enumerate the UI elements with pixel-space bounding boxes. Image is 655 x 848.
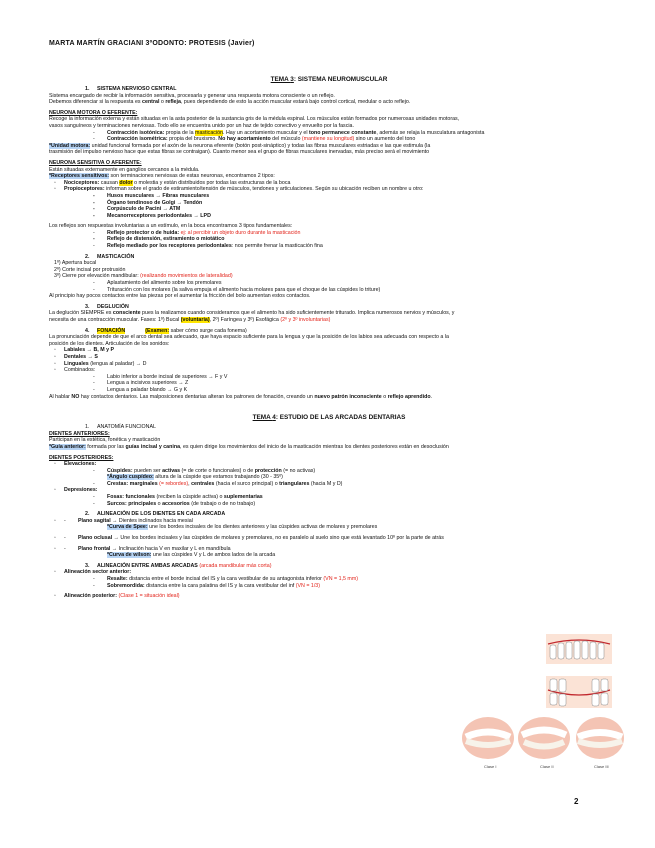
list-item: 2º) Corte incisal por protrusión (54, 266, 126, 273)
frontal-teeth-figure (546, 676, 612, 708)
sagittal-teeth-figure (546, 634, 612, 664)
list-item: - Corpúsculo de Pacini → ATM (93, 206, 181, 213)
occlusion-classes-figure (460, 715, 625, 761)
list-item: - Lengua a paladar blando → G y K (93, 386, 188, 393)
list-item: ◦ Dentales → S (54, 353, 98, 360)
list-item: ◦ Alineación sector anterior: (54, 569, 132, 576)
paragraph: Al principio hay pocos contactos entre las piezas por el aumentar la fricción del bolo aumentan estos contactos. (49, 293, 311, 300)
paragraph: trasmisión del impulso nervioso hace que estas fibras se contraigan). Cuanto menor sea el grupo de fibras musculares inervadas, más preciso será el movimiento (49, 149, 430, 156)
subheading-neurona-sensitiva: NEURONA SENSITIVA O AFERENTE: (49, 159, 142, 166)
paragraph: *Guía anterior: formada por las guías incisal y canina, es quien dirige los movimientos del inicio de la masticación mientras los dientes posteriores están en desoclusión (49, 443, 449, 450)
heading-snc: 1. SISTEMA NERVIOSO CENTRAL (85, 86, 177, 92)
list-item: - Contracción isotónica: propia de la masticación. Hay un acortamiento muscular y el tono permanece constante, además se relaja la musculatura antagonista (93, 129, 485, 136)
list-item: - Aplastamiento del alimento sobre los premolares (93, 280, 222, 287)
heading-fonacion: 4. FONACIÓN (Examen: saber cómo surge cada fonema) (85, 327, 247, 334)
list-item: ◦ Linguales (lengua al paladar) → D (54, 360, 147, 367)
subheading-dientes-anteriores: DIENTES ANTERIORES: (49, 430, 110, 437)
paragraph: Sistema encargado de recibir la información sensitiva, procesarla y generar una respuesta motora consciente o un reflejo. (49, 92, 335, 99)
list-item: - Trituración con los molares (la saliva empuja el alimento hacia molares para que el choque de las cúspides lo triture) (93, 286, 381, 293)
list-item: ◦ - Plano sagital → Dientes inclinados hacia mesial (54, 517, 193, 524)
list-item: - Labio inferior a borde incisal de superiores → F y V (93, 373, 228, 380)
section-title-tema-3: TEMA 3: SISTEMA NEUROMUSCULAR (270, 76, 388, 83)
list-item: ◦ Alineación posterior: (Clase 1 = situación ideal) (54, 593, 180, 600)
paragraph: La pronunciación depende de que el arco dental sea adecuado, que haya espacio suficiente para la lengua y que la posición de los labios sea adecuada con respecto a la (49, 334, 449, 341)
paragraph: necesita de una contracción muscular. Fases: 1º) Bucal (voluntaria), 2º) Faríngea y 3º) Esofágica (2º y 3º involuntarias) (49, 317, 331, 323)
heading-anatomia: 1. ANATOMÍA FUNCIONAL (85, 424, 156, 431)
subheading-dientes-posteriores: DIENTES POSTERIORES: (49, 454, 114, 461)
list-item: - Crestas: marginales (= rebordes), centrales (hacia el surco principal) o triangulares (hacia M y D) (93, 480, 343, 487)
list-item: ◦ - Plano oclusal → Une los bordes incisales y las cúspides de molares y premolares, no es paralelo al suelo sino que está levantado 10º por la parte de atrás (54, 535, 444, 542)
paragraph: Los reflejos son respuestas involuntarias a un estímulo, en la boca encontramos 3 tipos fundamentales: (49, 223, 293, 230)
list-item: 3º) Cierre por elevación mandibular: (realizando movimientos de lateralidad) (54, 273, 233, 280)
page-header: MARTA MARTÍN GRACIANI 3ºODONTO: PROTESIS (Javier) (49, 40, 255, 47)
heading-alineacion-arcada: 2. ALINEACIÓN DE LOS DIENTES EN CADA ARCADA (85, 511, 226, 518)
document-body (49, 76, 609, 600)
paragraph: Participan en la estética, fonética y masticación (49, 437, 161, 444)
list-item: ◦ Labiales → B, M y P (54, 347, 115, 354)
list-item: - Órgano tendinoso de Golgi → Tendón (93, 199, 203, 206)
heading-masticacion: 2. MASTICACIÓN (85, 253, 135, 260)
list-item: - Lengua a incisivos superiores → Z (93, 380, 189, 387)
list-item: - Fosas: funcionales (reciben la cúspide activa) o suplementarias (93, 494, 263, 501)
list-item: - Reflejo protector o de huida: ej: al percibir un objeto duro durante la masticación (93, 229, 301, 236)
list-item: - Reflejo mediado por los receptores periodontales: nos permite frenar la masticación fina (93, 243, 323, 250)
list-item: ◦ Elevaciones: (54, 461, 97, 468)
paragraph: vasos sanguíneos y terminaciones nerviosas. Todo ello se encuentra unido por un haz de tejido conectivo y envuelto por la fascia. (49, 122, 354, 129)
paragraph: Debemos diferenciar si la respuesta es central o refleja, pues dependiendo de esto la acción muscular estará bajo control cortical, medular o acto reflejo. (49, 99, 411, 106)
list-item: - Mecanorreceptores periodontales → LPD (93, 212, 211, 219)
list-item: ◦ Combinados: (54, 367, 96, 374)
list-item: ◦ Propioceptores: informan sobre el grado de estiramiento/tensión de músculos, tendones y articulaciones. Según su ubicación reciben un nombre u otro: (54, 186, 424, 193)
subheading-neurona-motora: NEURONA MOTORA O EFERENTE: (49, 109, 138, 116)
list-item: - Resalte: distancia entre el borde incisal del IS y la cara vestibular de su antagonista inferior (VN = 1,5 mm) (93, 576, 359, 582)
list-item: - Husos musculares → Fibras musculares (93, 192, 210, 199)
list-item: - Reflejo de distensión, estiramiento o miotático (93, 236, 225, 243)
list-item: 1º) Apertura bucal (54, 260, 97, 267)
page-number: 2 (574, 797, 579, 806)
list-item: - Surcos: principales o accesorios (de trabajo o de no trabajo) (93, 500, 256, 507)
list-item: ◦ Nociceptores: causan dolor o molestia y están distribuidos por todas las estructuras de la boca (54, 179, 291, 186)
list-item: ◦ Depresiones: (54, 487, 98, 494)
section-title-tema-4: TEMA 4: ESTUDIO DE LAS ARCADAS DENTARIAS (252, 414, 406, 422)
list-item: ◦ - Plano frontal → Inclinación hacia V en maxilar y L en mandíbula (54, 545, 231, 552)
list-item: - Contracción isométrica: propia del bruxismo. No hay acortamiento del músculo (mantiene su longitud) sino un aumento del tono (93, 136, 416, 143)
paragraph: Al hablar NO hay contactos dentarios. Las malposiciones dentarias alteran los patrones de fonación, creando un nuevo patrón inconsciente o reflejo aprendido. (49, 393, 433, 400)
paragraph: Están situadas externamente en ganglios cercanos a la médula. (49, 166, 200, 173)
paragraph: La deglución SIEMPRE es consciente pues la realizamos cuando consideramos que el alimento ha sido suficientemente triturado. Implica numerosos nervios y músculos, y (49, 310, 455, 317)
paragraph: *Receptores sensitivos: son terminaciones nerviosas de estas neuronas, encontramos 2 tipos: (49, 173, 275, 180)
list-item: - Cúspides: pueden ser activas (= de corte o funcionales) o de protección (= no activas) (93, 467, 316, 474)
figure-caption: Clase II (540, 764, 554, 769)
figure-caption: Clase I (484, 764, 497, 769)
figure-caption: Clase III (594, 764, 609, 769)
list-item: *Curva de Spee: une los bordes incisales de los dientes anteriores y las cúspides activas de molares y premolares (107, 524, 378, 531)
heading-deglucion: 3. DEGLUCIÓN (85, 303, 129, 310)
list-item: - Sobremordida: distancia entre la cara palatina del IS y la cara vestibular del inf (VN = 1/3) (93, 582, 321, 589)
paragraph: posición de los dientes. Articulación de los sonidos: (49, 340, 170, 347)
list-item: *Curva de wilson: une las cúspides V y L de ambos lados de la arcada (107, 552, 276, 559)
list-item: *Ángulo cuspídeo: altura de la cúspide que estamos trabajando (30 - 35º) (107, 474, 283, 481)
paragraph: *Unidad motora: unidad funcional formada por el axón de la neurona eferente (botón post-sináptico) y todas las fibras musculares estriadas e las que estimula (la (49, 142, 431, 149)
heading-alineacion-ambas: 3. ALINEACIÓN ENTRE AMBAS ARCADAS (arcada mandibular más corta) (85, 562, 272, 569)
paragraph: Recoge la información externa y están situadas en la asta posterior de la sustancia gris de la médula espinal. Los músculos están formados por numerosas unidades motoras, (49, 116, 460, 123)
